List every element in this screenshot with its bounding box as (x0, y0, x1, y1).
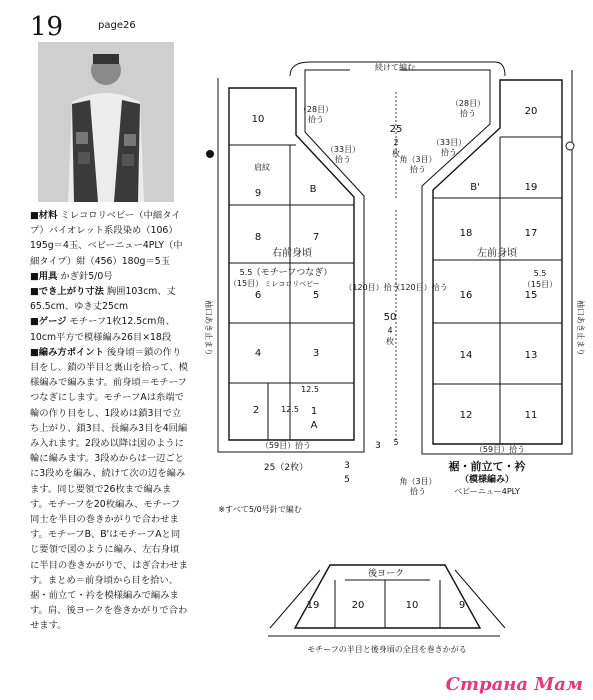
gauge-paragraph: ■ゲージ モチーフ1枚12.5cm角、10cm平方で模様編み26目×18段 (30, 316, 175, 343)
rows-28-right: （28目） (298, 105, 334, 114)
border-subtitle: （模様編み） (459, 475, 515, 485)
points-paragraph: ■編み方ポイント 後身頃＝鎖の作り目をし、鎖の半目と裏山を拾って、模様編みで編みます。前身頃＝モチーフつなぎにします。モチーフAは糸端で輪の作り目をし、1段めは鎖3目で立ち上がり、鎖3目、長編み3目を4回編み入れます。2段め以降は図のように輪に編みます。3段めからは一辺ごとに3段めを編み、続けて次の辺を編みます。同じ要領で26枚まで編みます。モチーフを20枚編み、モチーフ同士を半目の巻きかがりで合わせます。モチーフB、B'はモチーフAと同じ要領で図のように編み、左右身頃に半目の巻きかがりで、はぎ合わせます。まとめ＝前身頃から目を拾い、裾・前立て・衿を模様編みで編みます。肩、後ヨークを巻きかがりで合わせます。 (30, 346, 188, 632)
dim-25-bottom: 25（2枚） (263, 463, 309, 473)
left-front-outline (433, 80, 562, 444)
watermark: Страна Мам (445, 674, 583, 695)
page-number: 19 (30, 12, 64, 42)
tools-text: かぎ針5/0号 (60, 270, 113, 282)
rows-15-right: （15目） (228, 279, 264, 288)
page-reference: page26 (98, 20, 136, 31)
right-front-title: 右前身頃 (272, 248, 312, 259)
dim-50: 50 (383, 312, 397, 323)
tools-label: 用具 (38, 270, 58, 282)
pickup-28-right: 拾う (308, 115, 324, 124)
dim-3-center: 3 (375, 441, 381, 451)
motif-15: 15 (524, 290, 538, 301)
pickup-33-left: 拾う (441, 148, 457, 157)
size-text: 胸囲103cm、丈65.5cm、ゆき丈25cm (30, 286, 176, 313)
yoke-title: 後ヨーク (367, 569, 405, 579)
dim-4: 4 (387, 326, 393, 335)
dim-5-5-left: 5.5 (533, 269, 547, 278)
tools-paragraph: ■用具 かぎ針5/0号 (30, 270, 113, 282)
corner-left: 角（3目） (399, 155, 437, 164)
marker-dot-right (566, 142, 574, 150)
corner-left-pickup: 拾う (410, 165, 426, 174)
yoke-motif-20: 20 (351, 600, 365, 611)
corner-bottom-pickup: 拾う (410, 487, 426, 496)
motif-18: 18 (459, 228, 473, 239)
motif-17: 17 (524, 228, 538, 239)
needle-note: ※すべて5/0号針で編む (218, 505, 302, 514)
materials-label: 材料 (38, 210, 58, 221)
rows-28-left: （28目） (450, 99, 486, 108)
motif-A: A (310, 420, 318, 431)
yoke-motif-19: 19 (306, 600, 320, 611)
motif-3: 3 (312, 348, 320, 359)
katsugi-label: 肩紋 (254, 163, 270, 172)
motif-8: 8 (254, 232, 262, 243)
motif-16: 16 (459, 290, 473, 301)
motif-7: 7 (312, 232, 320, 243)
points-label: 編み方ポイント (38, 346, 104, 358)
materials-paragraph: ■材料 ミレコロリベビー（中細タイプ）バイオレット系段染め（106）195g＝4玉、ベビーニュー4PLY（中細タイプ）紺（456）180g＝5玉 (30, 210, 183, 267)
size-label: でき上がり寸法 (38, 286, 104, 298)
motif-12: 12 (459, 410, 473, 421)
dim-3-bottom: 3 (344, 461, 350, 471)
dim-12-5-a: 12.5 (301, 385, 319, 394)
points-text: 後身頃＝鎖の作り目をし、鎖の半目と裏山を拾って、模様編みで編みます。前身頃＝モチーフつなぎにします。モチーフAは糸端で輪の作り目をし、1段めは鎖3目で立ち上がり、鎖3目、長編み3目を4回編み入れます。2段め以降は図のように輪に編みます。3段めからは一辺ごとに3段めを編み、続けて次の辺を編みます。同じ要領で26枚まで編みます。モチーフを20枚編み、モチーフ同士を半目の巻きかがりで合わせます。モチーフB、B'はモチーフAと同じ要領で図のように編み、左右身頃に半目の巻きかがりで、はぎ合わせます。まとめ＝前身頃から目を拾い、裾・前立て・衿を模様編みで編みます。肩、後ヨークを巻きかがりで合わせます。 (30, 346, 188, 632)
corner-bottom: 角（3目） (399, 477, 437, 486)
yoke-motif-9: 9 (458, 600, 466, 611)
yoke-motif-10: 10 (405, 600, 419, 611)
rows-120-left: （120目）拾う (392, 283, 448, 292)
motif-9: 9 (254, 188, 262, 199)
motif-B-prime: B' (470, 182, 480, 193)
left-front-title: 左前身頃 (477, 248, 517, 259)
dim-12-5-b: 12.5 (281, 405, 299, 414)
top-continue-label: 続けて編む (375, 63, 415, 72)
armhole-right: 袖口あき止まり (204, 300, 213, 356)
pickup-33-right: 拾う (335, 155, 351, 164)
border-title: 裾・前立て・衿 (448, 460, 526, 473)
armhole-left: 袖口あき止まり (576, 300, 585, 356)
motif-10: 10 (251, 114, 265, 125)
rows-33-left: （33目） (431, 138, 467, 147)
motif-join-label: （モチーフつなぎ） (251, 268, 333, 278)
dim-5-5-right: 5.5 (239, 268, 253, 277)
rows-120-right: （120目）拾う (344, 283, 400, 292)
motif-19: 19 (524, 182, 538, 193)
border-yarn: ベビーニュー4PLY (454, 487, 520, 496)
motif-20: 20 (524, 106, 538, 117)
materials-text: ミレコロリベビー（中細タイプ）バイオレット系段染め（106）195g＝4玉、ベビーニュー4PLY（中細タイプ）紺（456）180g＝5玉 (30, 210, 183, 267)
dim-mai-top: 枚 (392, 149, 400, 158)
marker-dot-left (206, 150, 214, 158)
motif-2: 2 (252, 405, 260, 416)
motif-5: 5 (312, 290, 320, 301)
motif-14: 14 (459, 350, 473, 361)
yoke-note: モチーフの半目と後身頃の全目を巻きかがる (307, 645, 467, 654)
dim-5-bottom: 5 (344, 475, 350, 485)
motif-1: 1 (310, 406, 318, 417)
size-paragraph: ■でき上がり寸法 胸囲103cm、丈65.5cm、ゆき丈25cm (30, 286, 176, 313)
motif-B: B (309, 184, 317, 195)
rows-33-right: （33目） (325, 145, 361, 154)
gauge-text: モチーフ1枚12.5cm角、10cm平方で模様編み26目×18段 (30, 316, 175, 343)
motif-4: 4 (254, 348, 262, 359)
motif-6: 6 (254, 290, 262, 301)
dim-2-top: 2 (393, 138, 399, 147)
motif-join-yarn: ミレコロリベビー (264, 280, 320, 288)
dim-mai-mid: 枚 (386, 337, 394, 346)
right-front-outline (229, 88, 354, 440)
dim-25-top: 25 (389, 124, 403, 135)
motif-13: 13 (524, 350, 538, 361)
motif-11: 11 (524, 410, 538, 421)
rows-59-right: （59目）拾う (260, 441, 312, 450)
rows-59-left: （59目）拾う (474, 445, 526, 454)
rows-15-left: （15目） (522, 280, 558, 289)
dim-5-center: 5 (393, 438, 399, 447)
pickup-28-left: 拾う (460, 109, 476, 118)
gauge-label: ゲージ (38, 316, 67, 328)
